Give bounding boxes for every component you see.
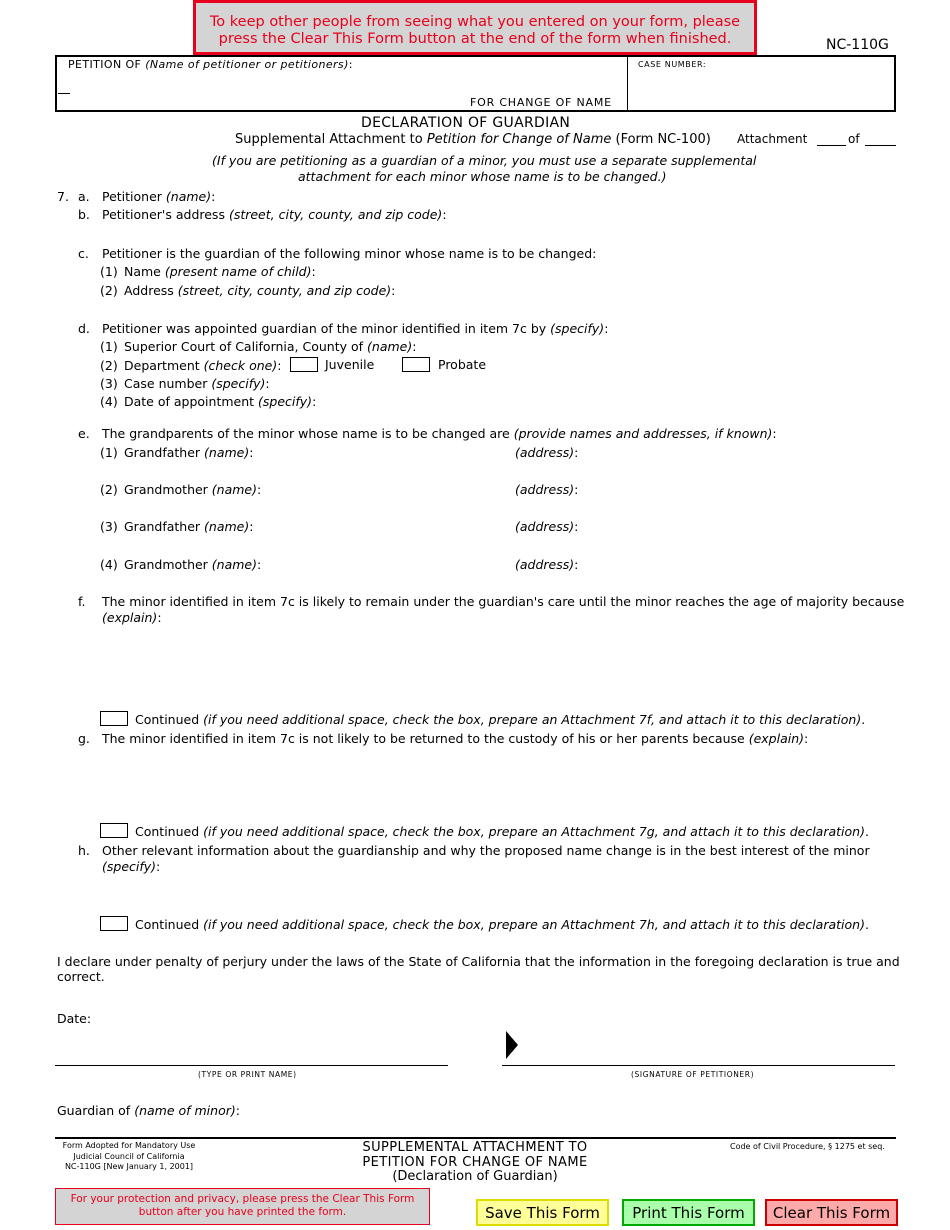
item-7c2-num: (2) — [100, 283, 118, 298]
save-form-button[interactable]: Save This Form — [476, 1199, 609, 1226]
form-number: NC-110G — [826, 37, 889, 53]
probate-label: Probate — [438, 357, 487, 372]
privacy-bottom-line2: button after you have printed the form. — [138, 1206, 347, 1218]
item-7e-label: The grandparents of the minor whose name is to be changed are (provide names and addresses, if known): — [102, 426, 777, 441]
item-7c1-label: Name (present name of child): — [124, 264, 316, 279]
item-7g-letter: g. — [78, 731, 90, 746]
item-7c-label: Petitioner is the guardian of the following minor whose name is to be changed: — [102, 246, 597, 261]
grandparent-4-address-label: (address): — [515, 557, 579, 572]
minor-name-input[interactable] — [240, 1101, 885, 1119]
privacy-notice-top — [193, 0, 757, 55]
footer-title-line2: PETITION FOR CHANGE OF NAME — [362, 1154, 588, 1170]
type-print-name-label: (TYPE OR PRINT NAME) — [198, 1070, 297, 1079]
item-7-number: 7. — [57, 189, 69, 204]
item-7c2-label: Address (street, city, county, and zip code): — [124, 283, 396, 298]
item-7d2-num: (2) — [100, 358, 118, 373]
form-title: DECLARATION OF GUARDIAN — [361, 115, 571, 131]
continued-7g-label: Continued (if you need additional space, check the box, prepare an Attachment 7g, and attach it to this declaration). — [135, 824, 869, 839]
form-subtitle: Supplemental Attachment to Petition for Change of Name (Form NC-100) — [235, 132, 711, 147]
item-7g-explain-textarea[interactable] — [102, 749, 887, 819]
clear-form-button[interactable]: Clear This Form — [765, 1199, 898, 1226]
item-7f-letter: f. — [78, 594, 86, 609]
declaration-line1: I declare under penalty of perjury under the laws of the State of California that the information in the foregoing declaration is true and — [57, 954, 900, 969]
privacy-bottom-line1: For your protection and privacy, please press the Clear This Form — [70, 1193, 415, 1205]
item-7a-letter: a. — [78, 189, 90, 204]
footer-title-block — [300, 1141, 650, 1185]
item-7d3-num: (3) — [100, 376, 118, 391]
item-7e-letter: e. — [78, 426, 90, 441]
form-adopted-line3: NC-110G [New January 1, 2001] — [64, 1162, 194, 1171]
petition-note-line2: attachment for each minor whose name is to be changed.) — [298, 169, 667, 184]
date-label: Date: — [57, 1011, 92, 1026]
item-7d1-label: Superior Court of California, County of (name): — [124, 339, 417, 354]
print-form-button[interactable]: Print This Form — [622, 1199, 755, 1226]
privacy-notice-bottom — [55, 1188, 430, 1225]
item-7f-explain-textarea[interactable] — [102, 628, 887, 706]
case-number-field[interactable] — [632, 74, 890, 104]
item-7f-line1: The minor identified in item 7c is likely to remain under the guardian's care until the minor reaches the age of majority because — [102, 594, 905, 609]
item-7d4-label: Date of appointment (specify): — [124, 394, 317, 409]
signature-arrow-icon — [506, 1031, 518, 1059]
continued-7h-label: Continued (if you need additional space, check the box, prepare an Attachment 7h, and attach it to this declaration). — [135, 917, 869, 932]
footer-title-line3: (Declaration of Guardian) — [392, 1169, 558, 1184]
item-7g-label: The minor identified in item 7c is not likely to be returned to the custody of his or her parents because (explain): — [102, 731, 809, 746]
county-input[interactable] — [415, 337, 885, 355]
grandparent-4-label: Grandmother (name): — [124, 557, 262, 572]
juvenile-checkbox[interactable] — [290, 357, 318, 372]
signature-label: (SIGNATURE OF PETITIONER) — [631, 1070, 755, 1079]
attachment-label: Attachment — [737, 132, 808, 146]
form-adopted-block — [59, 1141, 199, 1173]
petitioner-name-input[interactable] — [215, 187, 885, 205]
of-label: of — [848, 132, 860, 146]
item-7a-label: Petitioner (name): — [102, 189, 216, 204]
footer-title-line1: SUPPLEMENTAL ATTACHMENT TO — [362, 1140, 588, 1155]
case-number-label: CASE NUMBER: — [638, 60, 707, 69]
continued-7f-label: Continued (if you need additional space, check the box, prepare an Attachment 7f, and attach it to this declaration). — [135, 712, 866, 727]
item-7c1-num: (1) — [100, 264, 118, 279]
probate-checkbox[interactable] — [402, 357, 430, 372]
grandparent-1-address-label: (address): — [515, 445, 579, 460]
form-adopted-line1: Form Adopted for Mandatory Use — [62, 1141, 196, 1150]
petitioner-address-input[interactable] — [440, 205, 885, 223]
item-7f-line2: (explain): — [102, 610, 162, 625]
grandparent-3-address-label: (address): — [515, 519, 579, 534]
code-citation: Code of Civil Procedure, § 1275 et seq. — [730, 1142, 885, 1151]
grandparent-3-label: Grandfather (name): — [124, 519, 254, 534]
form-adopted-line2: Judicial Council of California — [73, 1151, 185, 1161]
item-7c-letter: c. — [78, 246, 89, 261]
item-7b-letter: b. — [78, 207, 90, 222]
grandparent-2-num: (2) — [100, 482, 118, 497]
item-7h-letter: h. — [78, 843, 90, 858]
grandparent-1-label: Grandfather (name): — [124, 445, 254, 460]
privacy-notice-line2: press the Clear This Form button at the end of the form when finished. — [218, 31, 732, 47]
case-number-input[interactable] — [270, 374, 885, 392]
grandparent-4-num: (4) — [100, 557, 118, 572]
item-7h-line1: Other relevant information about the guardianship and why the proposed name change is in the best interest of the minor — [102, 843, 870, 858]
item-7d-letter: d. — [78, 321, 90, 336]
item-7b-label: Petitioner's address (street, city, county, and zip code): — [102, 207, 447, 222]
appointment-date-input[interactable] — [312, 392, 885, 410]
child-name-input[interactable] — [315, 262, 885, 280]
petition-note-line1: (If you are petitioning as a guardian of a minor, you must use a separate supplemental — [212, 153, 757, 168]
petitioner-name-field[interactable] — [75, 72, 615, 92]
grandparent-2-label: Grandmother (name): — [124, 482, 262, 497]
item-7h-line2: (specify): — [102, 859, 161, 874]
declaration-line2: correct. — [57, 969, 105, 984]
petition-of-label: PETITION OF (Name of petitioner or petitioners): — [68, 58, 353, 71]
item-7h-specify-textarea[interactable] — [102, 877, 887, 911]
continued-7g-checkbox[interactable] — [100, 823, 128, 838]
date-input[interactable] — [95, 1008, 395, 1028]
guardian-of-label: Guardian of (name of minor): — [57, 1103, 240, 1118]
for-change-of-name: FOR CHANGE OF NAME — [470, 96, 612, 109]
item-7d3-label: Case number (specify): — [124, 376, 270, 391]
privacy-notice-line1: To keep other people from seeing what you entered on your form, please — [209, 14, 741, 30]
juvenile-label: Juvenile — [325, 357, 375, 372]
item-7d-label: Petitioner was appointed guardian of the minor identified in item 7c by (specify): — [102, 321, 609, 336]
item-7d1-num: (1) — [100, 339, 118, 354]
continued-7f-checkbox[interactable] — [100, 711, 128, 726]
child-address-input[interactable] — [392, 281, 885, 299]
grandparent-2-address-label: (address): — [515, 482, 579, 497]
item-7d2-label: Department (check one): — [124, 358, 282, 373]
continued-7h-checkbox[interactable] — [100, 916, 128, 931]
grandparent-1-num: (1) — [100, 445, 118, 460]
type-print-name-input[interactable] — [57, 1042, 447, 1062]
grandparent-3-num: (3) — [100, 519, 118, 534]
item-7d4-num: (4) — [100, 394, 118, 409]
